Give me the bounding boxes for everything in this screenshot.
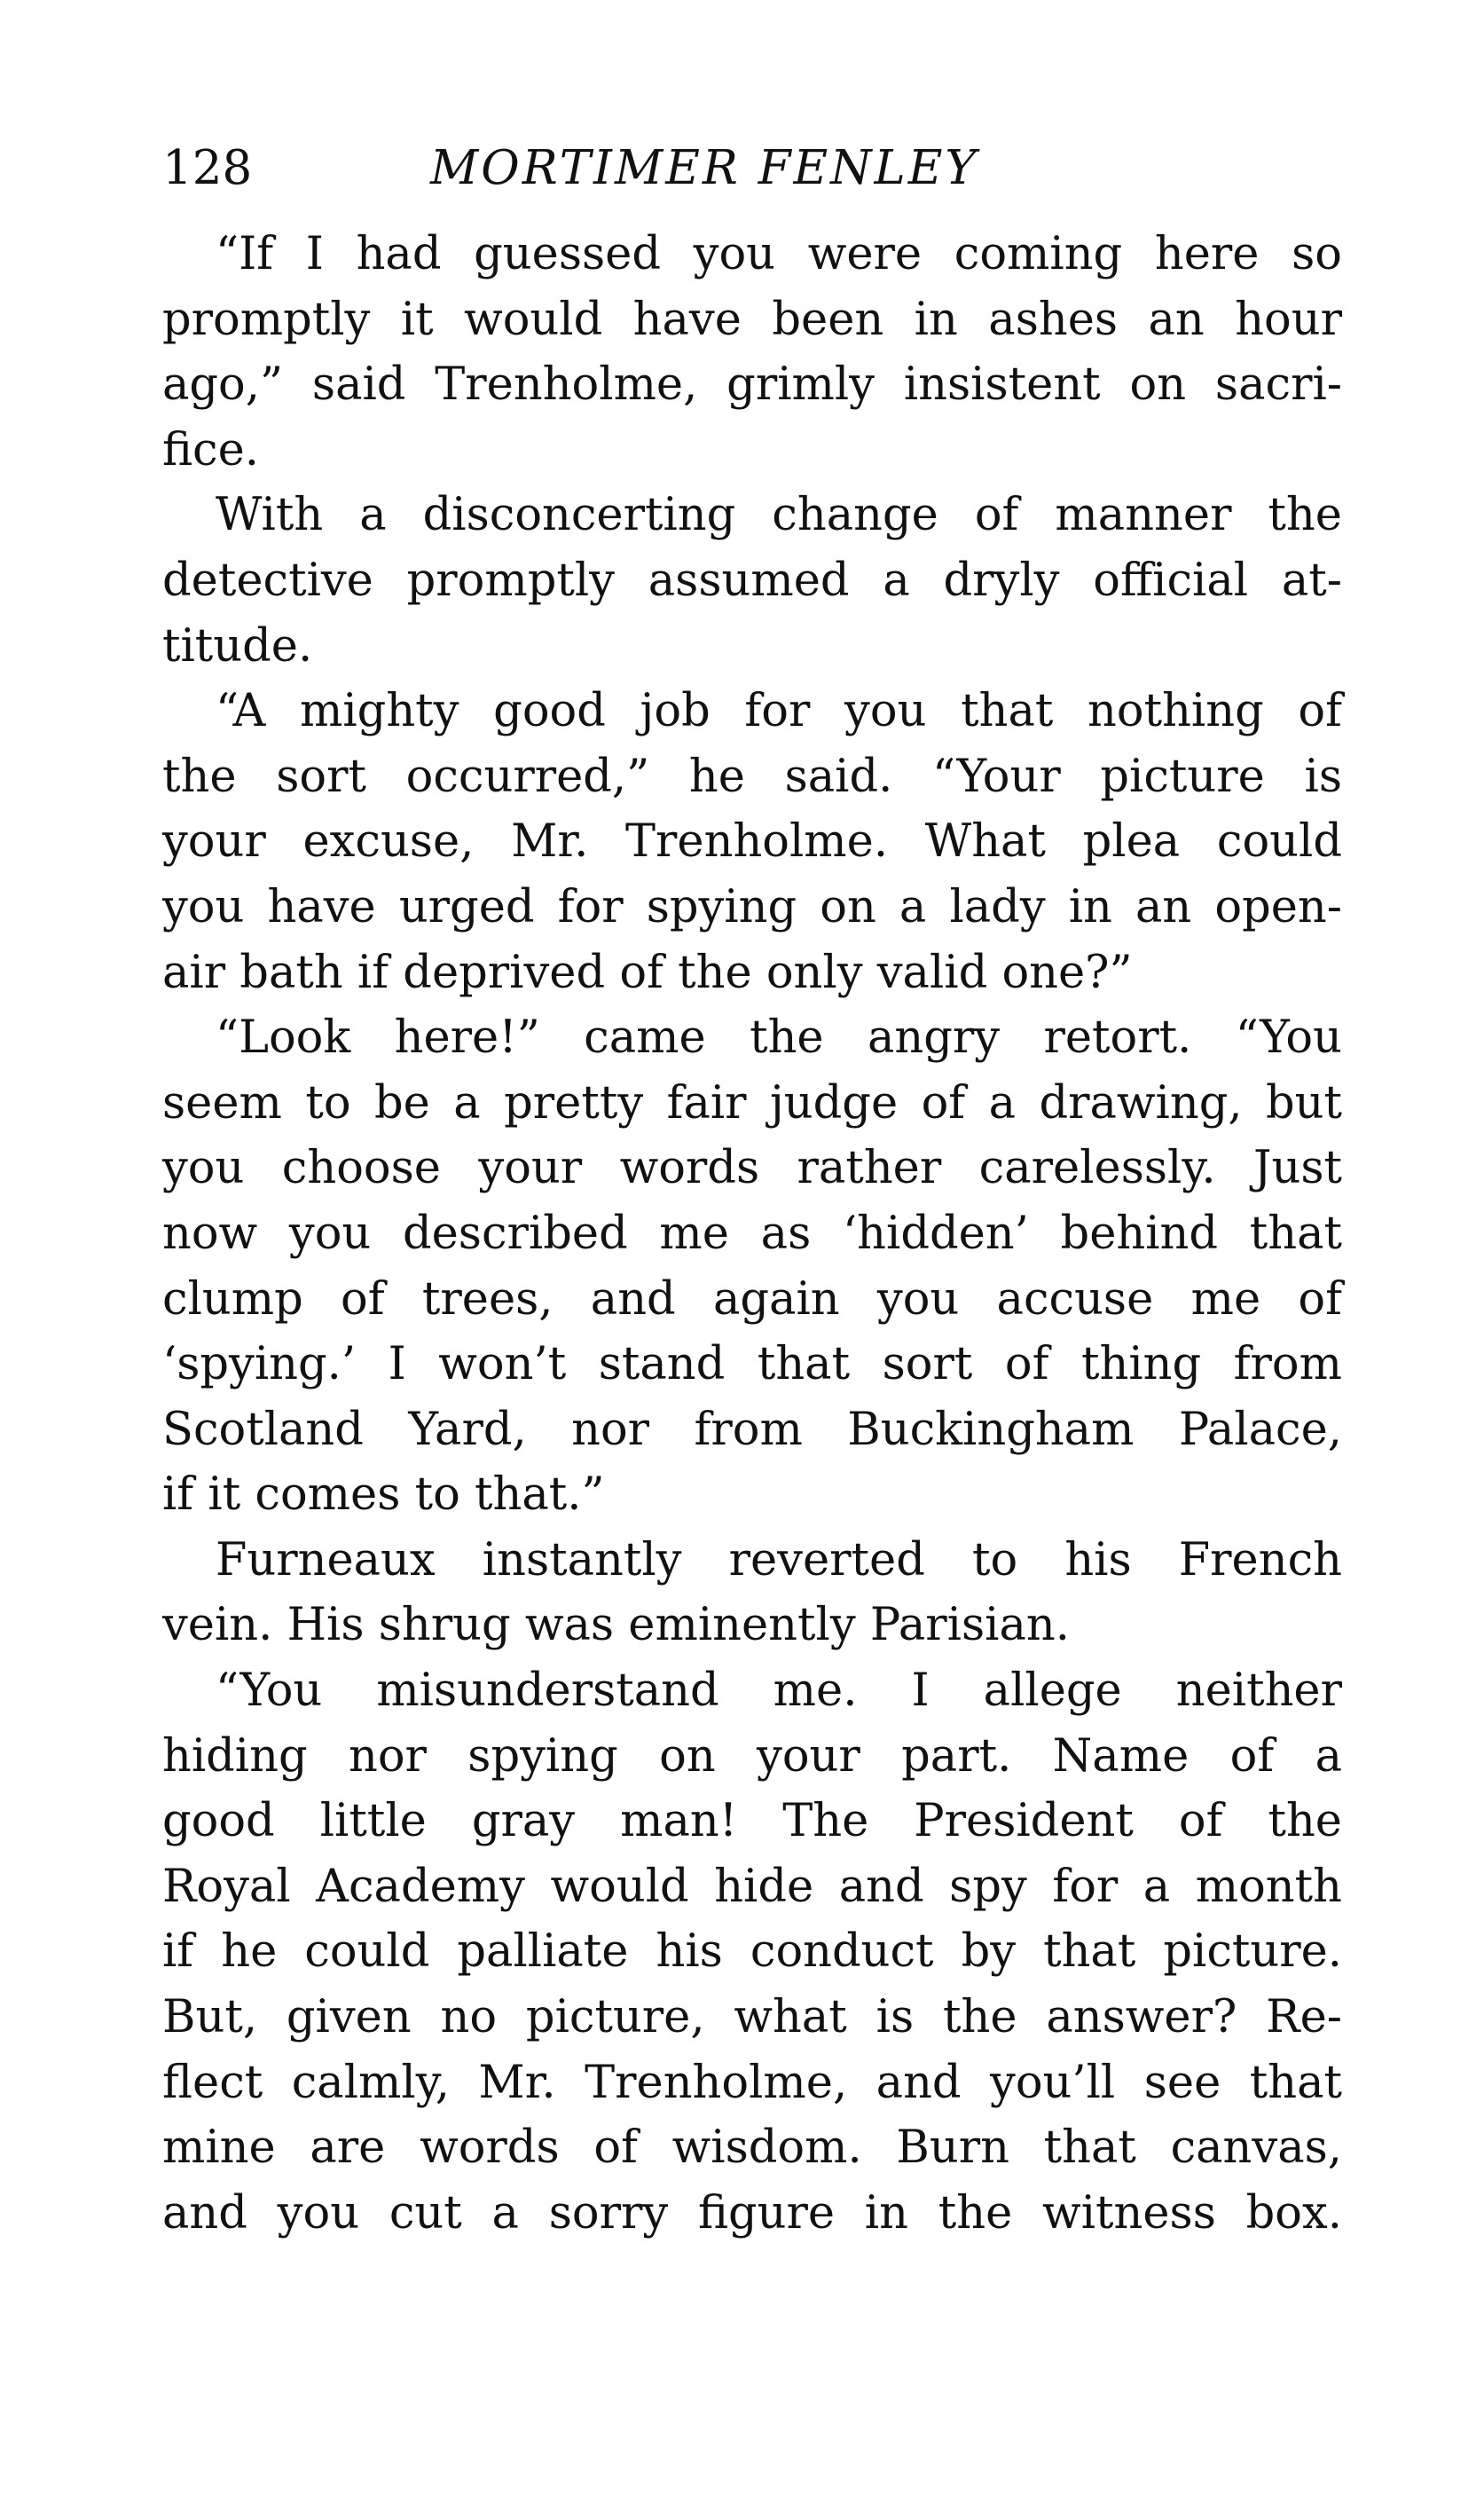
text-line: “A mighty good job for you that nothing of	[216, 685, 1342, 738]
text-line: if it comes to that.”	[162, 1468, 605, 1522]
text-line: titude.	[162, 619, 313, 673]
text-line: Furneaux instantly reverted to his French	[216, 1533, 1342, 1586]
running-title: MORTIMER FENLEY	[430, 141, 979, 195]
text-line: air bath if deprived of the only valid one?”	[162, 946, 1133, 999]
text-line: you have urged for spying on a lady in an open-	[162, 880, 1342, 933]
running-head	[162, 133, 1342, 204]
text-line: the sort occurred,” he said. “Your picture is	[162, 750, 1342, 803]
text-line: “If I had guessed you were coming here so	[216, 228, 1342, 280]
text-line: hiding nor spying on your part. Name of a	[162, 1729, 1342, 1783]
text-line: detective promptly assumed a dryly official at-	[162, 554, 1342, 607]
paragraph	[162, 1528, 1342, 1658]
page-number: 128	[162, 141, 253, 195]
text-line: “Look here!” came the angry retort. “You	[216, 1012, 1342, 1065]
text-line: fice.	[162, 423, 259, 476]
text-line: clump of trees, and again you accuse me of	[162, 1272, 1342, 1326]
text-line: “You misunderstand me. I allege neither	[216, 1665, 1342, 1718]
text-line: you choose your words rather carelessly. Just	[162, 1142, 1342, 1195]
text-line: and you cut a sorry figure in the witness box.	[162, 2186, 1342, 2240]
text-line: seem to be a pretty fair judge of a drawing, but	[162, 1076, 1342, 1130]
paragraph	[162, 679, 1342, 1005]
text-line: With a disconcerting change of manner the	[216, 489, 1342, 542]
text-line: ‘spying.’ I won’t stand that sort of thing from	[162, 1338, 1342, 1391]
text-line: Royal Academy would hide and spy for a month	[162, 1860, 1342, 1913]
text-line: now you described me as ‘hidden’ behind that	[162, 1207, 1342, 1260]
text-line: your excuse, Mr. Trenholme. What plea could	[162, 815, 1342, 869]
paragraph	[162, 483, 1342, 679]
text-line: promptly it would have been in ashes an hour	[162, 293, 1342, 346]
paragraph	[162, 222, 1342, 483]
text-line: if he could palliate his conduct by that picture.	[162, 1925, 1342, 1979]
text-line: mine are words of wisdom. Burn that canvas,	[162, 2121, 1342, 2175]
text-line: flect calmly, Mr. Trenholme, and you’ll see that	[162, 2056, 1342, 2109]
text-line: good little gray man! The President of the	[162, 1795, 1342, 1848]
paragraph	[162, 1005, 1342, 1528]
text-line: vein. His shrug was eminently Parisian.	[162, 1599, 1070, 1652]
text-line: ago,” said Trenholme, grimly insistent on sacri-	[162, 358, 1342, 412]
text-line: Scotland Yard, nor from Buckingham Palace,	[162, 1403, 1342, 1456]
body-text	[162, 222, 1342, 2246]
paragraph	[162, 1658, 1342, 2246]
text-line: But, given no picture, what is the answer? Re-	[162, 1991, 1342, 2044]
